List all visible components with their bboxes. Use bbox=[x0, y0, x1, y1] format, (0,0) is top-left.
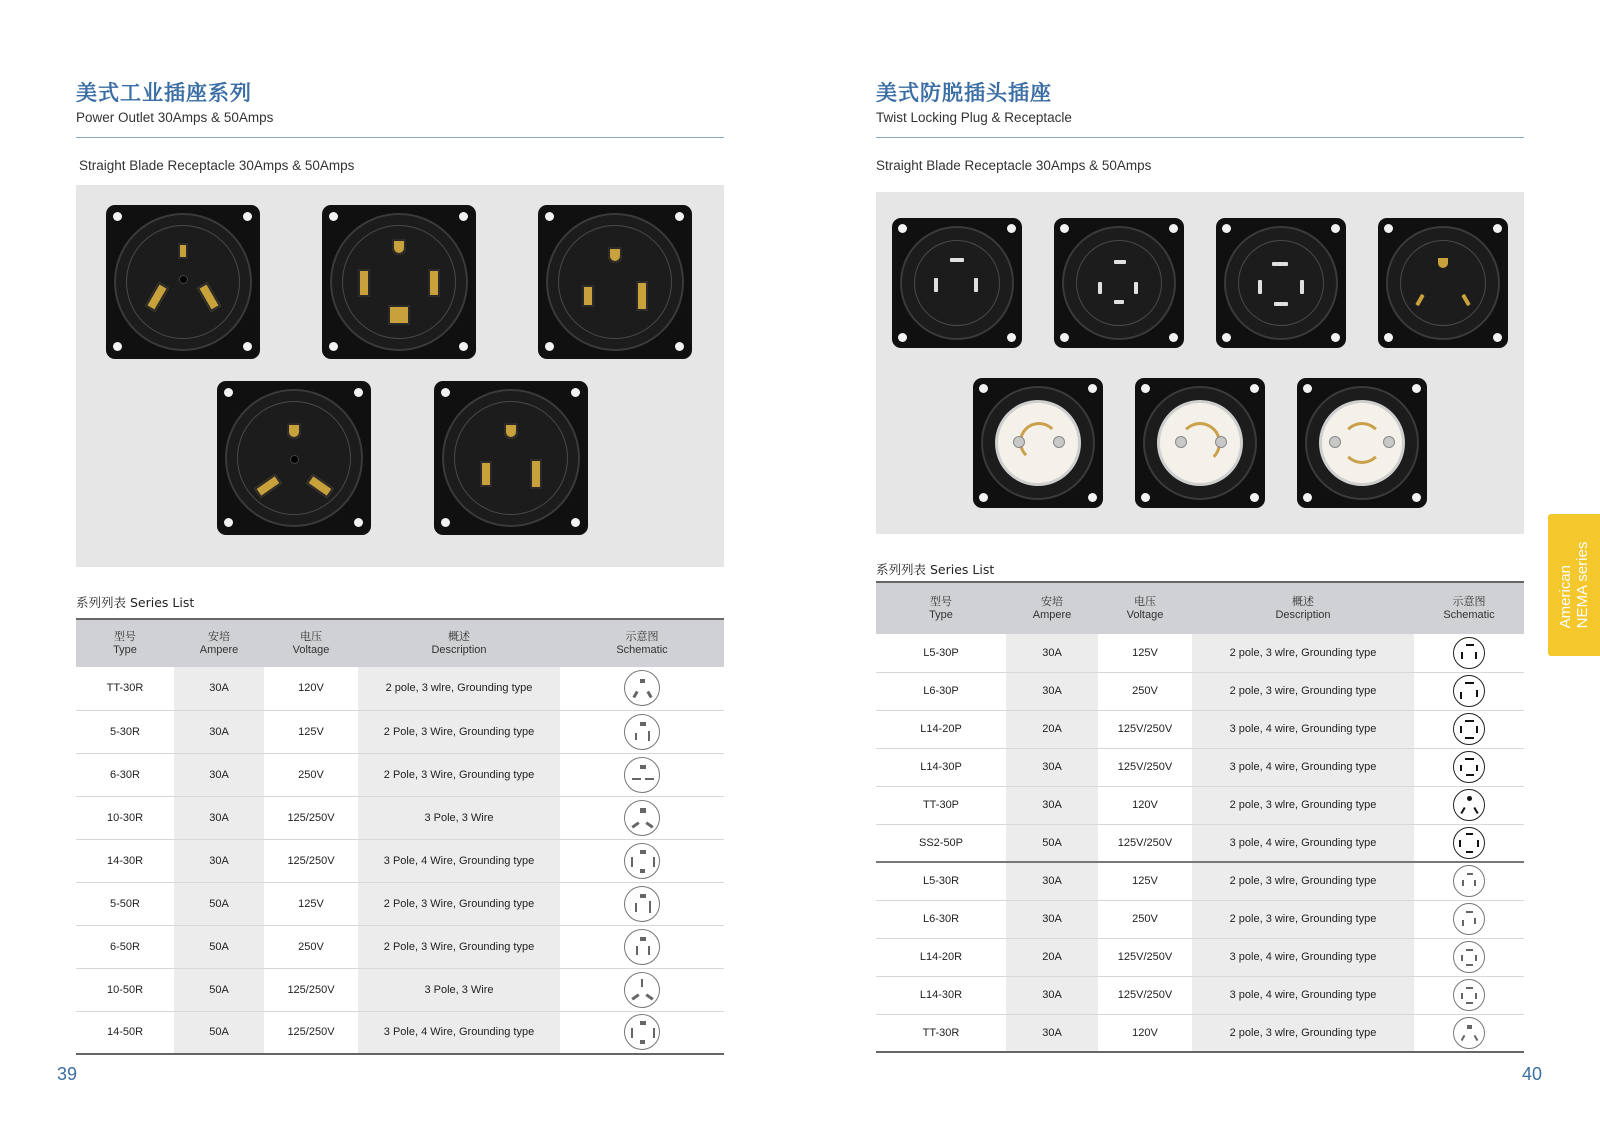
series-list-title: 系列列表 Series List bbox=[76, 595, 195, 610]
table-row bbox=[876, 786, 1524, 824]
cell-schematic bbox=[560, 796, 724, 839]
cell-description: 2 pole, 3 wlre, Grounding type bbox=[1192, 1014, 1414, 1052]
cell-schematic bbox=[560, 968, 724, 1011]
cell-type: L5-30R bbox=[876, 862, 1006, 900]
table-header-row bbox=[76, 619, 724, 667]
cell-description: 2 Pole, 3 Wire, Grounding type bbox=[358, 882, 560, 925]
cell-type: TT-30R bbox=[876, 1014, 1006, 1052]
cell-voltage: 120V bbox=[1098, 1014, 1192, 1052]
title-divider bbox=[76, 137, 724, 138]
cell-type: TT-30P bbox=[876, 786, 1006, 824]
right-page bbox=[800, 0, 1600, 1131]
plug-image bbox=[1216, 218, 1346, 348]
cell-voltage: 125V/250V bbox=[1098, 938, 1192, 976]
cell-type: SS2-50P bbox=[876, 824, 1006, 862]
series-table bbox=[876, 581, 1524, 1053]
cell-type: 6-30R bbox=[76, 753, 174, 796]
header-ampere: 安培 Ampere bbox=[1006, 582, 1098, 634]
cell-voltage: 125V bbox=[264, 710, 358, 753]
cell-voltage: 250V bbox=[264, 925, 358, 968]
receptacle-image bbox=[322, 205, 476, 359]
schematic-icon bbox=[624, 1014, 660, 1050]
product-photo bbox=[76, 185, 724, 567]
header-schematic: 示意图 Schematic bbox=[1414, 582, 1524, 634]
cell-ampere: 30A bbox=[1006, 786, 1098, 824]
header-voltage: 电压 Voltage bbox=[264, 619, 358, 667]
cell-schematic bbox=[560, 839, 724, 882]
cell-ampere: 50A bbox=[174, 925, 264, 968]
table-row bbox=[876, 634, 1524, 672]
schematic-icon bbox=[624, 757, 660, 793]
cell-description: 2 pole, 3 wlre, Grounding type bbox=[1192, 634, 1414, 672]
header-description: 概述 Description bbox=[1192, 582, 1414, 634]
cell-type: 14-30R bbox=[76, 839, 174, 882]
header-ampere: 安培 Ampere bbox=[174, 619, 264, 667]
receptacle-image bbox=[1297, 378, 1427, 508]
cell-description: 2 pole, 3 wlre, Grounding type bbox=[358, 667, 560, 710]
schematic-icon bbox=[1453, 827, 1485, 859]
cell-voltage: 120V bbox=[264, 667, 358, 710]
schematic-icon bbox=[624, 843, 660, 879]
title-divider bbox=[876, 137, 1524, 138]
schematic-icon bbox=[624, 670, 660, 706]
page-title-en: Twist Locking Plug & Receptacle bbox=[876, 110, 1072, 125]
receptacle-image bbox=[106, 205, 260, 359]
schematic-icon bbox=[1453, 903, 1485, 935]
table-row bbox=[876, 976, 1524, 1014]
table-row bbox=[76, 882, 724, 925]
cell-type: TT-30R bbox=[76, 667, 174, 710]
cell-type: L14-30P bbox=[876, 748, 1006, 786]
receptacle-image bbox=[217, 381, 371, 535]
receptacle-image bbox=[538, 205, 692, 359]
cell-schematic bbox=[560, 667, 724, 710]
page-number: 40 bbox=[1522, 1064, 1543, 1084]
schematic-icon bbox=[624, 714, 660, 750]
table-row bbox=[76, 839, 724, 882]
cell-ampere: 20A bbox=[1006, 938, 1098, 976]
plug-image bbox=[892, 218, 1022, 348]
cell-schematic bbox=[560, 925, 724, 968]
plug-image bbox=[1378, 218, 1508, 348]
table-row bbox=[876, 710, 1524, 748]
table-row bbox=[876, 1014, 1524, 1052]
schematic-icon bbox=[1453, 637, 1485, 669]
cell-schematic bbox=[1414, 824, 1524, 862]
table-row bbox=[876, 938, 1524, 976]
cell-voltage: 125V/250V bbox=[1098, 976, 1192, 1014]
receptacle-image bbox=[434, 381, 588, 535]
cell-voltage: 250V bbox=[1098, 672, 1192, 710]
cell-voltage: 250V bbox=[1098, 900, 1192, 938]
schematic-icon bbox=[624, 929, 660, 965]
cell-voltage: 125V/250V bbox=[1098, 710, 1192, 748]
cell-schematic bbox=[1414, 786, 1524, 824]
cell-schematic bbox=[560, 753, 724, 796]
cell-type: 10-30R bbox=[76, 796, 174, 839]
cell-ampere: 30A bbox=[174, 839, 264, 882]
cell-voltage: 125V bbox=[1098, 634, 1192, 672]
cell-ampere: 20A bbox=[1006, 710, 1098, 748]
series-side-tab bbox=[1548, 514, 1600, 656]
cell-type: L6-30P bbox=[876, 672, 1006, 710]
cell-type: 10-50R bbox=[76, 968, 174, 1011]
plug-image bbox=[1054, 218, 1184, 348]
cell-schematic bbox=[1414, 634, 1524, 672]
section-subtitle: Straight Blade Receptacle 30Amps & 50Amps bbox=[876, 158, 1152, 173]
cell-ampere: 30A bbox=[1006, 748, 1098, 786]
cell-description: 2 Pole, 3 Wire, Grounding type bbox=[358, 925, 560, 968]
cell-voltage: 125V bbox=[264, 882, 358, 925]
cell-ampere: 30A bbox=[1006, 862, 1098, 900]
header-type: 型号 Type bbox=[76, 619, 174, 667]
table-row bbox=[876, 748, 1524, 786]
header-description: 概述 Description bbox=[358, 619, 560, 667]
header-voltage: 电压 Voltage bbox=[1098, 582, 1192, 634]
schematic-icon bbox=[624, 886, 660, 922]
cell-voltage: 125V bbox=[1098, 862, 1192, 900]
series-list-title: 系列列表 Series List bbox=[876, 562, 995, 577]
cell-description: 2 pole, 3 wlre, Grounding type bbox=[1192, 786, 1414, 824]
cell-voltage: 125V/250V bbox=[1098, 748, 1192, 786]
cell-schematic bbox=[560, 882, 724, 925]
cell-ampere: 30A bbox=[1006, 672, 1098, 710]
cell-ampere: 30A bbox=[174, 667, 264, 710]
cell-type: 14-50R bbox=[76, 1011, 174, 1054]
receptacle-image bbox=[973, 378, 1103, 508]
schematic-icon bbox=[624, 972, 660, 1008]
page-title-en: Power Outlet 30Amps & 50Amps bbox=[76, 110, 274, 125]
cell-voltage: 125/250V bbox=[264, 839, 358, 882]
cell-ampere: 50A bbox=[174, 968, 264, 1011]
schematic-icon bbox=[624, 800, 660, 836]
table-row bbox=[76, 1011, 724, 1054]
table-row bbox=[876, 862, 1524, 900]
schematic-icon bbox=[1453, 713, 1485, 745]
table-row bbox=[76, 710, 724, 753]
cell-ampere: 30A bbox=[1006, 634, 1098, 672]
schematic-icon bbox=[1453, 865, 1485, 897]
cell-ampere: 30A bbox=[174, 796, 264, 839]
table-row bbox=[76, 968, 724, 1011]
cell-type: L14-30R bbox=[876, 976, 1006, 1014]
table-row bbox=[76, 796, 724, 839]
cell-type: 6-50R bbox=[76, 925, 174, 968]
header-type: 型号 Type bbox=[876, 582, 1006, 634]
table-header-row bbox=[876, 582, 1524, 634]
cell-ampere: 50A bbox=[174, 882, 264, 925]
cell-schematic bbox=[560, 710, 724, 753]
cell-description: 2 pole, 3 wire, Grounding type bbox=[1192, 672, 1414, 710]
cell-description: 2 Pole, 3 Wire, Grounding type bbox=[358, 710, 560, 753]
cell-ampere: 50A bbox=[174, 1011, 264, 1054]
product-photo bbox=[876, 192, 1524, 534]
cell-voltage: 125V/250V bbox=[1098, 824, 1192, 862]
cell-ampere: 50A bbox=[1006, 824, 1098, 862]
table-row bbox=[876, 900, 1524, 938]
schematic-icon bbox=[1453, 751, 1485, 783]
cell-schematic bbox=[1414, 672, 1524, 710]
cell-voltage: 120V bbox=[1098, 786, 1192, 824]
cell-voltage: 125/250V bbox=[264, 1011, 358, 1054]
cell-schematic bbox=[1414, 748, 1524, 786]
cell-description: 3 pole, 4 wire, Grounding type bbox=[1192, 710, 1414, 748]
cell-description: 3 pole, 4 wire, Grounding type bbox=[1192, 976, 1414, 1014]
cell-description: 3 Pole, 3 Wire bbox=[358, 968, 560, 1011]
cell-description: 3 pole, 4 wire, Grounding type bbox=[1192, 824, 1414, 862]
cell-description: 3 pole, 4 wire, Grounding type bbox=[1192, 938, 1414, 976]
table-row bbox=[76, 925, 724, 968]
receptacle-image bbox=[1135, 378, 1265, 508]
page-title-cn: 美式防脱插头插座 bbox=[876, 81, 1052, 105]
schematic-icon bbox=[1453, 1017, 1485, 1049]
cell-description: 3 Pole, 3 Wire bbox=[358, 796, 560, 839]
table-row bbox=[876, 824, 1524, 862]
cell-description: 3 pole, 4 wire, Grounding type bbox=[1192, 748, 1414, 786]
cell-schematic bbox=[1414, 938, 1524, 976]
cell-type: 5-50R bbox=[76, 882, 174, 925]
section-subtitle: Straight Blade Receptacle 30Amps & 50Amps bbox=[79, 158, 355, 173]
table-row bbox=[76, 753, 724, 796]
cell-type: 5-30R bbox=[76, 710, 174, 753]
cell-ampere: 30A bbox=[1006, 976, 1098, 1014]
cell-ampere: 30A bbox=[174, 753, 264, 796]
cell-ampere: 30A bbox=[174, 710, 264, 753]
cell-schematic bbox=[1414, 710, 1524, 748]
cell-description: 2 pole, 3 wire, Grounding type bbox=[1192, 900, 1414, 938]
cell-type: L14-20R bbox=[876, 938, 1006, 976]
schematic-icon bbox=[1453, 675, 1485, 707]
cell-description: 2 Pole, 3 Wire, Grounding type bbox=[358, 753, 560, 796]
cell-schematic bbox=[1414, 976, 1524, 1014]
cell-ampere: 30A bbox=[1006, 900, 1098, 938]
page-number: 39 bbox=[57, 1064, 78, 1084]
table-row bbox=[76, 667, 724, 710]
schematic-icon bbox=[1453, 979, 1485, 1011]
cell-schematic bbox=[1414, 1014, 1524, 1052]
schematic-icon bbox=[1453, 789, 1485, 821]
series-table bbox=[76, 618, 724, 1055]
side-tab-label: American NEMA series bbox=[1557, 541, 1591, 629]
cell-type: L6-30R bbox=[876, 900, 1006, 938]
cell-type: L14-20P bbox=[876, 710, 1006, 748]
cell-voltage: 125/250V bbox=[264, 796, 358, 839]
cell-ampere: 30A bbox=[1006, 1014, 1098, 1052]
cell-description: 2 pole, 3 wlre, Grounding type bbox=[1192, 862, 1414, 900]
schematic-icon bbox=[1453, 941, 1485, 973]
cell-description: 3 Pole, 4 Wire, Grounding type bbox=[358, 839, 560, 882]
cell-voltage: 250V bbox=[264, 753, 358, 796]
cell-type: L5-30P bbox=[876, 634, 1006, 672]
table-row bbox=[876, 672, 1524, 710]
cell-schematic bbox=[560, 1011, 724, 1054]
cell-description: 3 Pole, 4 Wire, Grounding type bbox=[358, 1011, 560, 1054]
cell-schematic bbox=[1414, 862, 1524, 900]
cell-voltage: 125/250V bbox=[264, 968, 358, 1011]
header-schematic: 示意图 Schematic bbox=[560, 619, 724, 667]
page-title-cn: 美式工业插座系列 bbox=[76, 81, 252, 105]
cell-schematic bbox=[1414, 900, 1524, 938]
